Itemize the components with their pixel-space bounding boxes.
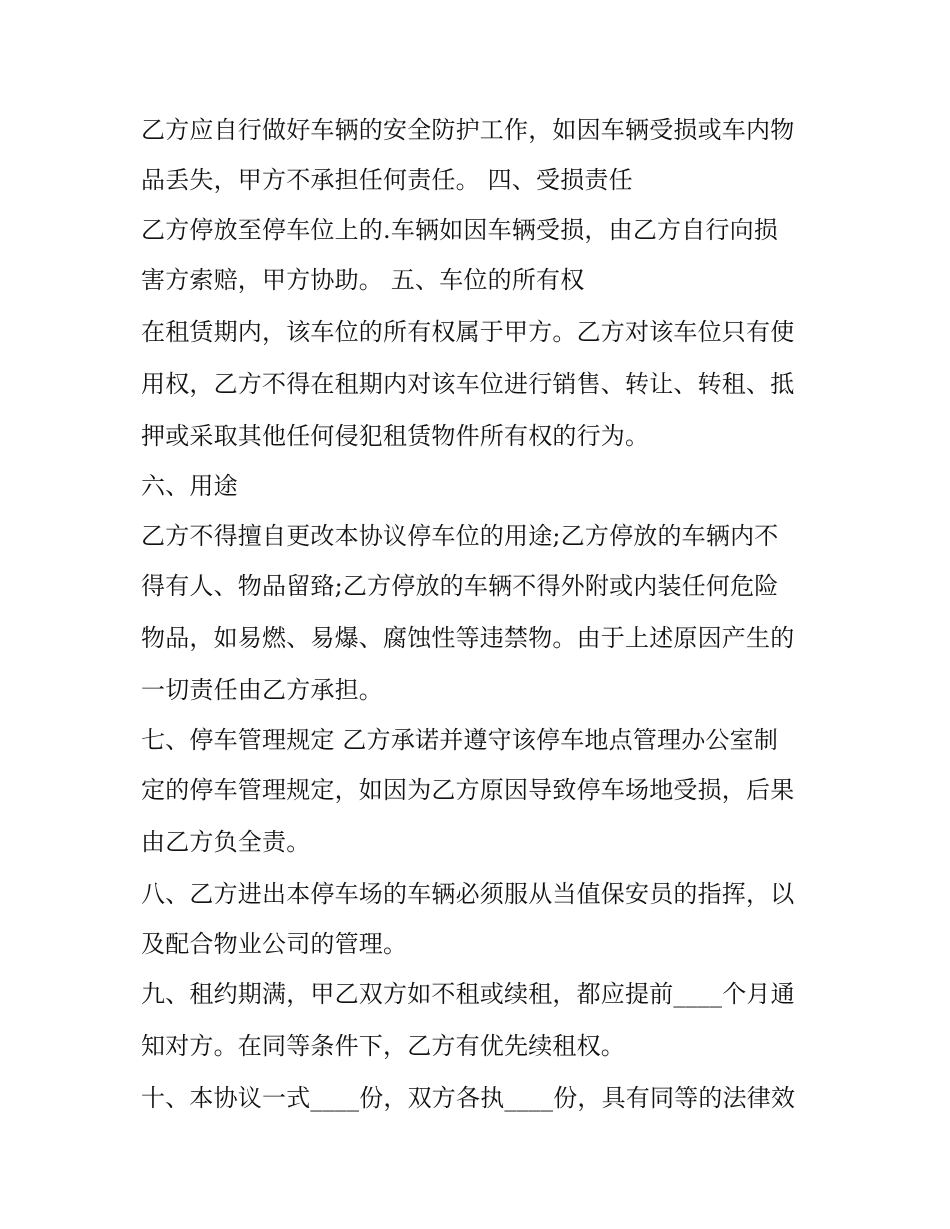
text-line-3: 乙方停放至停车位上的.车辆如因车辆受损，由乙方自行向损 <box>141 216 779 244</box>
text-line-10: 得有人、物品留臵;乙方停放的车辆不得外附或内装任何危险 <box>141 572 779 600</box>
text-line-14: 定的停车管理规定，如因为乙方原因导致停车场地受损，后果 <box>141 776 795 804</box>
text-line-2: 品丢失，甲方不承担任何责任。 四、受损责任 <box>141 166 633 194</box>
text-line-15: 由乙方负全责。 <box>141 828 311 856</box>
text-line-1: 乙方应自行做好车辆的安全防护工作，如因车辆受损或车内物 <box>141 116 795 144</box>
text-line-11: 物品，如易燃、易爆、腐蚀性等违禁物。由于上述原因产生的 <box>141 624 795 652</box>
text-line-20: 十、本协议一式____份，双方各执____份，具有同等的法律效 <box>141 1084 796 1112</box>
text-line-8: 六、用途 <box>141 472 238 500</box>
text-line-5: 在租赁期内，该车位的所有权属于甲方。乙方对该车位只有使 <box>141 318 795 346</box>
text-line-13: 七、停车管理规定 乙方承诺并遵守该停车地点管理办公室制 <box>141 726 779 754</box>
text-line-4: 害方索赔，甲方协助。 五、车位的所有权 <box>141 266 585 294</box>
text-line-9: 乙方不得擅自更改本协议停车位的用途;乙方停放的车辆内不 <box>141 522 779 550</box>
text-line-16: 八、乙方进出本停车场的车辆必须服从当值保安员的指挥，以 <box>141 880 795 908</box>
text-line-17: 及配合物业公司的管理。 <box>141 930 408 958</box>
text-line-18: 九、租约期满，甲乙双方如不租或续租，都应提前____个月通 <box>141 980 795 1008</box>
text-line-12: 一切责任由乙方承担。 <box>141 676 383 704</box>
text-line-6: 用权，乙方不得在租期内对该车位进行销售、转让、转租、抵 <box>141 370 795 398</box>
text-line-7: 押或采取其他任何侵犯租赁物件所有权的行为。 <box>141 422 650 450</box>
text-line-19: 知对方。在同等条件下，乙方有优先续租权。 <box>141 1032 625 1060</box>
